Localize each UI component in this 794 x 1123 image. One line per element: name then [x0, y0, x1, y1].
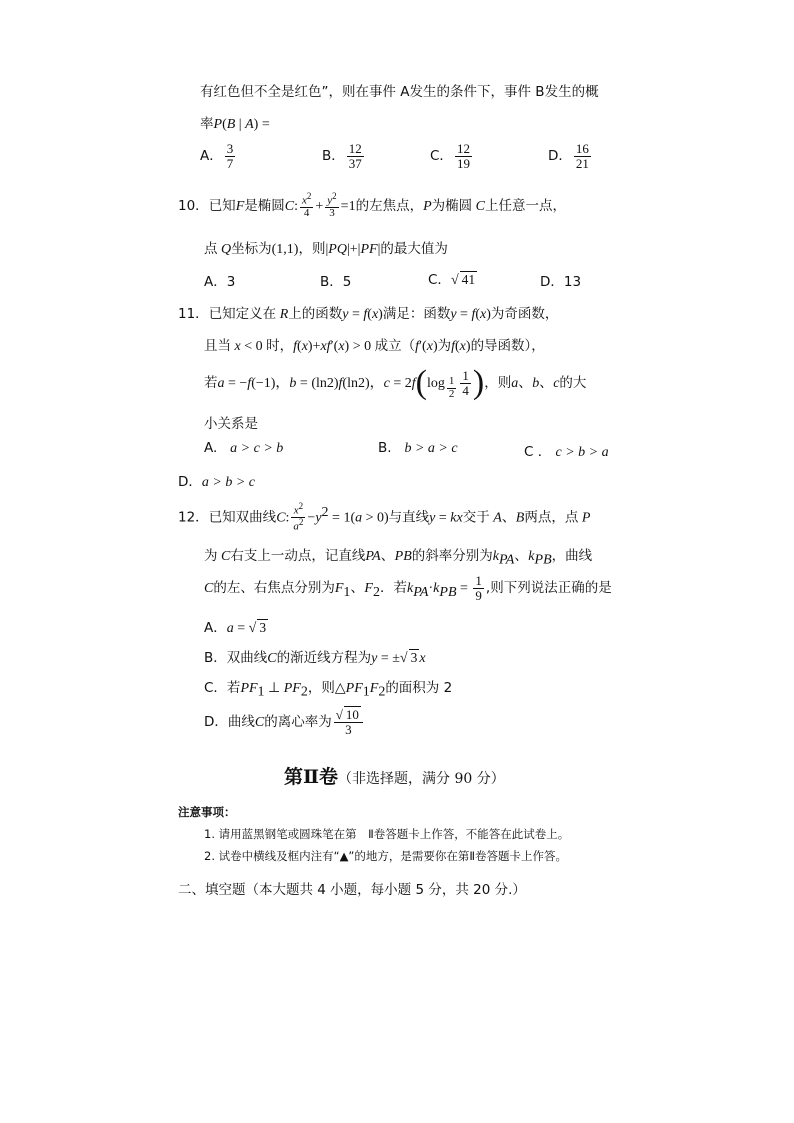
q10-line1: 10．已知F是椭圆C: $\frac{x^2}{4}$ + $\frac{y^2}{3}$ =1的左焦点，P为椭圆 C上任意一点，: [178, 191, 566, 220]
q11-option-b: B. b > a > c: [378, 440, 458, 456]
q12-line3: C的左、右焦点分别为$F_1$、$F_2$．若$k_{PA}\cdot k_{PB}$ = $\frac{1}{9}$ ,则下列说法正确的是: [204, 573, 612, 603]
q12-option-d: D．曲线C的离心率为 $\frac{√ 10}{3}$: [204, 708, 365, 736]
q9-line1: 有红色但不全是红色”，则在事件 A发生的条件下，事件 B发生的概: [200, 84, 599, 100]
q9-option-d: D． $\frac{16}{21}$: [548, 141, 589, 171]
q10-line2: 点 Q坐标为(1,1)，则|PQ|+|PF|的最大值为: [204, 241, 448, 257]
q9-option-c: C． $\frac{12}{19}$: [430, 141, 470, 171]
q11-line1: 11．已知定义在 R上的函数y = f(x)满足：函数y = f(x)为奇函数，: [178, 306, 559, 322]
note-2: 2. 试卷中横线及框内注有“▲”的地方，是需要你在第Ⅱ卷答题卡上作答。: [204, 849, 568, 863]
q11-line3: 若a = −f(−1)，b = (ln2)f(ln2)，c = 2f(log $\frac{1}{2}$ $\frac{1}{4}$ )，则a、b、c的大: [204, 364, 587, 401]
q12-line1: 12．已知双曲线C: $\frac{x^2}{a^2}$ $-y^2 = 1(a > 0)$与直线y = kx交于 A、B两点，点 P: [178, 501, 591, 533]
q11-line4: 小关系是: [204, 416, 258, 432]
q9-option-a: A． $\frac{3}{7}$: [200, 141, 234, 171]
fill-in-heading: 二、填空题（本大题共 4 小题，每小题 5 分，共 20 分.）: [178, 882, 526, 898]
q12-line2: 为 C右支上一动点，记直线PA、PB的斜率分别为$k_{PA}$、$k_{PB}$，曲线: [204, 548, 593, 568]
q11-option-c: C ． c > b > a: [524, 444, 609, 460]
q9-line2: 率P(B | A) =: [200, 116, 270, 132]
q9-option-b: B． $\frac{12}{37}$: [322, 141, 362, 171]
q12-option-b: B．双曲线C的渐近线方程为y = ±√ 3 x: [204, 650, 426, 666]
notes-title: 注意事项：: [178, 805, 236, 819]
q12-option-c: C．若$PF_1$ ⊥ $PF_2$，则$\triangle PF_1F_2$的面积为 2: [204, 680, 453, 700]
q12-option-a: A．a = √ 3: [204, 620, 267, 636]
q11-option-a: A. a > c > b: [204, 440, 284, 456]
q10-option-b: B．5: [320, 274, 352, 290]
section2-title: 第Ⅱ卷（非选择题，满分 90 分）: [284, 766, 505, 788]
q11-line2: 且当 x < 0 时，f(x)+xf′(x) > 0 成立（f′(x)为f(x)的导函数），: [204, 338, 545, 354]
q10-option-c: C．√ 41: [428, 272, 476, 288]
q11-option-d: D．a > b > c: [178, 474, 256, 490]
q10-option-a: A．3: [204, 274, 236, 290]
q10-option-d: D．13: [540, 274, 582, 290]
note-1: 1. 请用蓝黑钢笔或圆珠笔在第 Ⅱ卷答题卡上作答，不能答在此试卷上。: [204, 827, 570, 841]
